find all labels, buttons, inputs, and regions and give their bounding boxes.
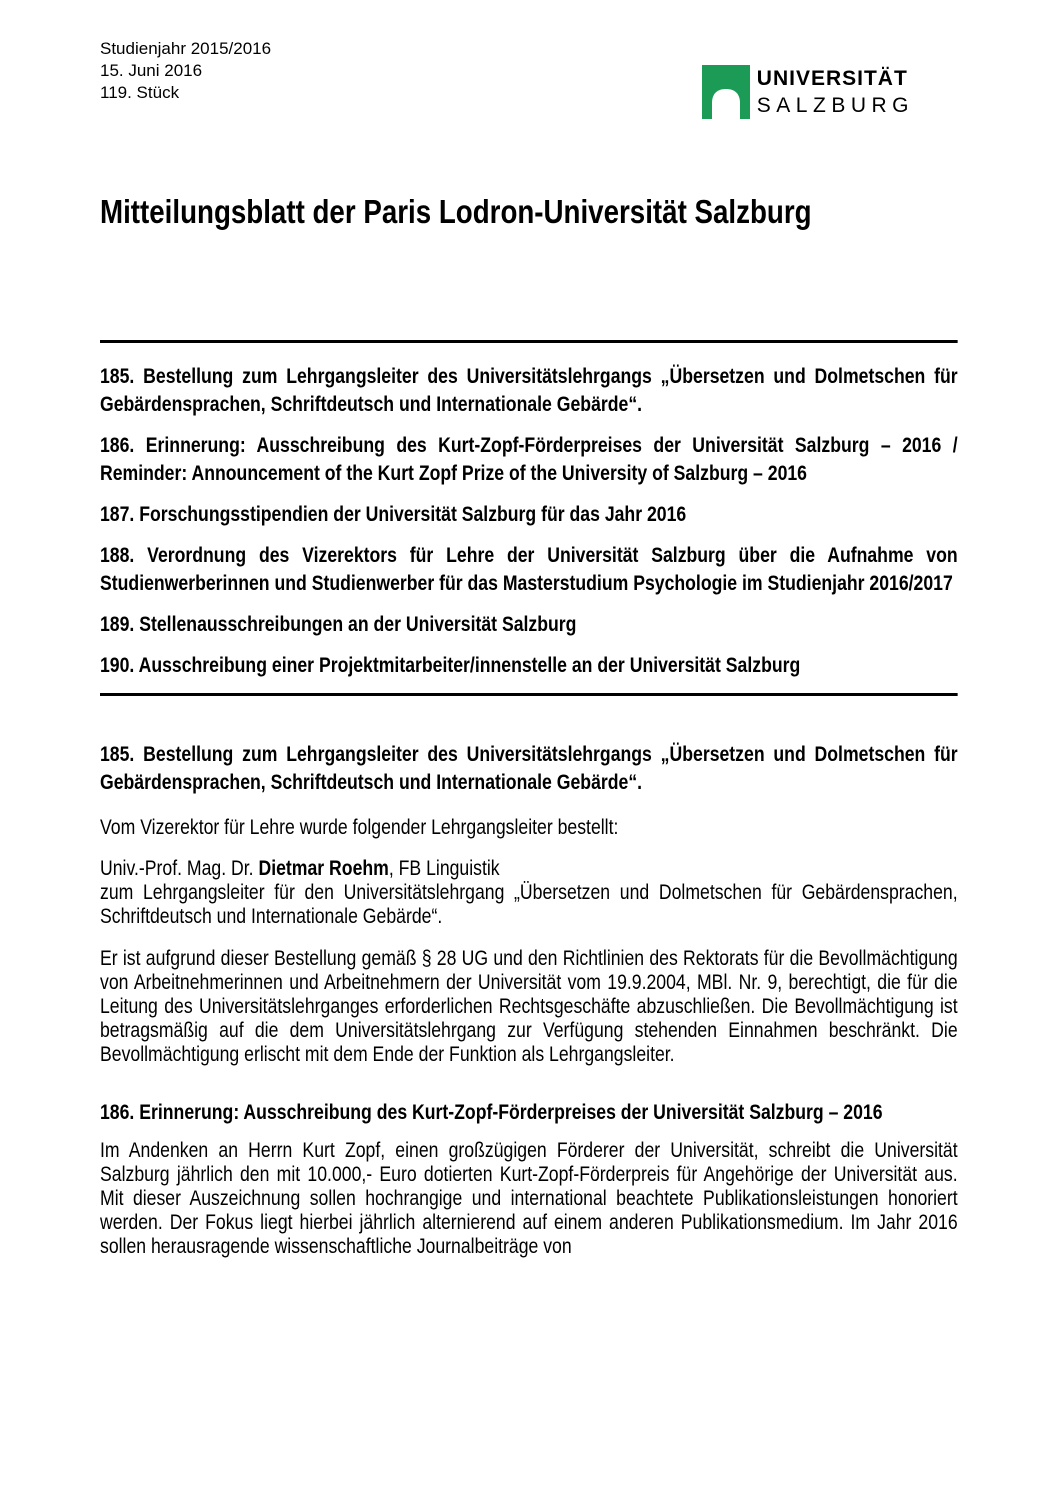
issue-line-studienjahr: Studienjahr 2015/2016 bbox=[100, 39, 272, 58]
section-186-heading: 186. Erinnerung: Ausschreibung des Kurt-Zopf-Förderpreises der Universität Salzburg – 2016 bbox=[100, 1101, 883, 1124]
toc-item-186: 186. Erinnerung: Ausschreibung des Kurt-Zopf-Förderpreises der Universität Salzburg – 2016 / Reminder: Announcement of the Kurt Zopf Prize of the University of Salzburg – 2016 bbox=[100, 434, 958, 485]
separator-rule-bottom bbox=[100, 693, 958, 696]
arch-logo-icon bbox=[702, 65, 750, 119]
logo-text bbox=[757, 65, 914, 119]
appointee-name: Dietmar Roehm bbox=[258, 857, 389, 880]
logo-arch-cutout bbox=[712, 89, 740, 119]
toc-item-188: 188. Verordnung des Vizerektors für Lehre der Universität Salzburg über die Aufnahme von Studienwerberinnen und Studienwerber für das Masterstudium Psychologie im Studienjahr 2016/2017 bbox=[100, 544, 958, 595]
section-186 bbox=[100, 1099, 958, 1259]
table-of-contents bbox=[100, 363, 958, 680]
appointment-block bbox=[100, 857, 958, 929]
toc-item-190: 190. Ausschreibung einer Projektmitarbeiter/innenstelle an der Universität Salzburg bbox=[100, 654, 801, 677]
issue-info bbox=[100, 38, 271, 104]
issue-line-stueck: 119. Stück bbox=[100, 83, 180, 102]
page-title: Mitteilungsblatt der Paris Lodron-Universität Salzburg bbox=[100, 193, 812, 230]
separator-rule-top bbox=[100, 340, 958, 343]
section-185-heading: 185. Bestellung zum Lehrgangsleiter des Universitätslehrgangs „Übersetzen und Dolmetschen für Gebärdensprachen, Schriftdeutsch und Internationale Gebärde“. bbox=[100, 743, 958, 794]
content-column bbox=[100, 192, 958, 1259]
issue-line-date: 15. Juni 2016 bbox=[100, 61, 203, 80]
appointee-line bbox=[100, 857, 958, 881]
toc-item-187: 187. Forschungsstipendien der Universität Salzburg für das Jahr 2016 bbox=[100, 503, 687, 526]
section-185-intro: Vom Vizerektor für Lehre wurde folgender Lehrgangsleiter bestellt: bbox=[100, 816, 619, 839]
university-salzburg-logo bbox=[702, 65, 914, 119]
section-185 bbox=[100, 741, 958, 1067]
section-185-body: Er ist aufgrund dieser Bestellung gemäß § 28 UG und den Richtlinien des Rektorats für die Bevollmächtigung von Arbeitnehmerinnen und Arbeitnehmern der Universität vom 19.9.2004, MBl. Nr. 9, berechtigt, die für die Leitung des Universitätslehrganges erforderlichen Rechtsgeschäfte abzuschließen. Die Bevollmächtigung ist betragsmäßig auf die dem Universitätslehrgang zur Verfügung stehenden Einnahmen beschränkt. Die Bevollmächtigung erlischt mit dem Ende der Funktion als Lehrgangsleiter. bbox=[100, 947, 958, 1066]
section-186-body: Im Andenken an Herrn Kurt Zopf, einen großzügigen Förderer der Universität, schreibt die Universität Salzburg jährlich den mit 10.000,- Euro dotierten Kurt-Zopf-Förderpreis für Angehörige der Universität aus. Mit dieser Auszeichnung sollen hochrangige und international beachtete Publikationsleistungen honoriert werden. Der Fokus liegt hierbei jährlich alternierend auf einem anderen Publikationsmedium. Im Jahr 2016 sollen herausragende wissenschaftliche Journalbeiträge von bbox=[100, 1139, 958, 1258]
appointee-role: zum Lehrgangsleiter für den Universitätslehrgang „Übersetzen und Dolmetschen für Gebärdensprachen, Schriftdeutsch und Internationale Gebärde“. bbox=[100, 881, 958, 928]
toc-item-189: 189. Stellenausschreibungen an der Universität Salzburg bbox=[100, 613, 577, 636]
page-header bbox=[100, 38, 958, 122]
logo-line-universitaet: UNIVERSITÄT bbox=[756, 67, 908, 90]
logo-line-salzburg: SALZBURG bbox=[756, 94, 914, 117]
toc-item-185: 185. Bestellung zum Lehrgangsleiter des Universitätslehrgangs „Übersetzen und Dolmetschen für Gebärdensprachen, Schriftdeutsch und Internationale Gebärde“. bbox=[100, 365, 958, 416]
appointee-prefix: Univ.-Prof. Mag. Dr. bbox=[100, 857, 259, 880]
appointee-suffix: , FB Linguistik bbox=[388, 857, 500, 880]
